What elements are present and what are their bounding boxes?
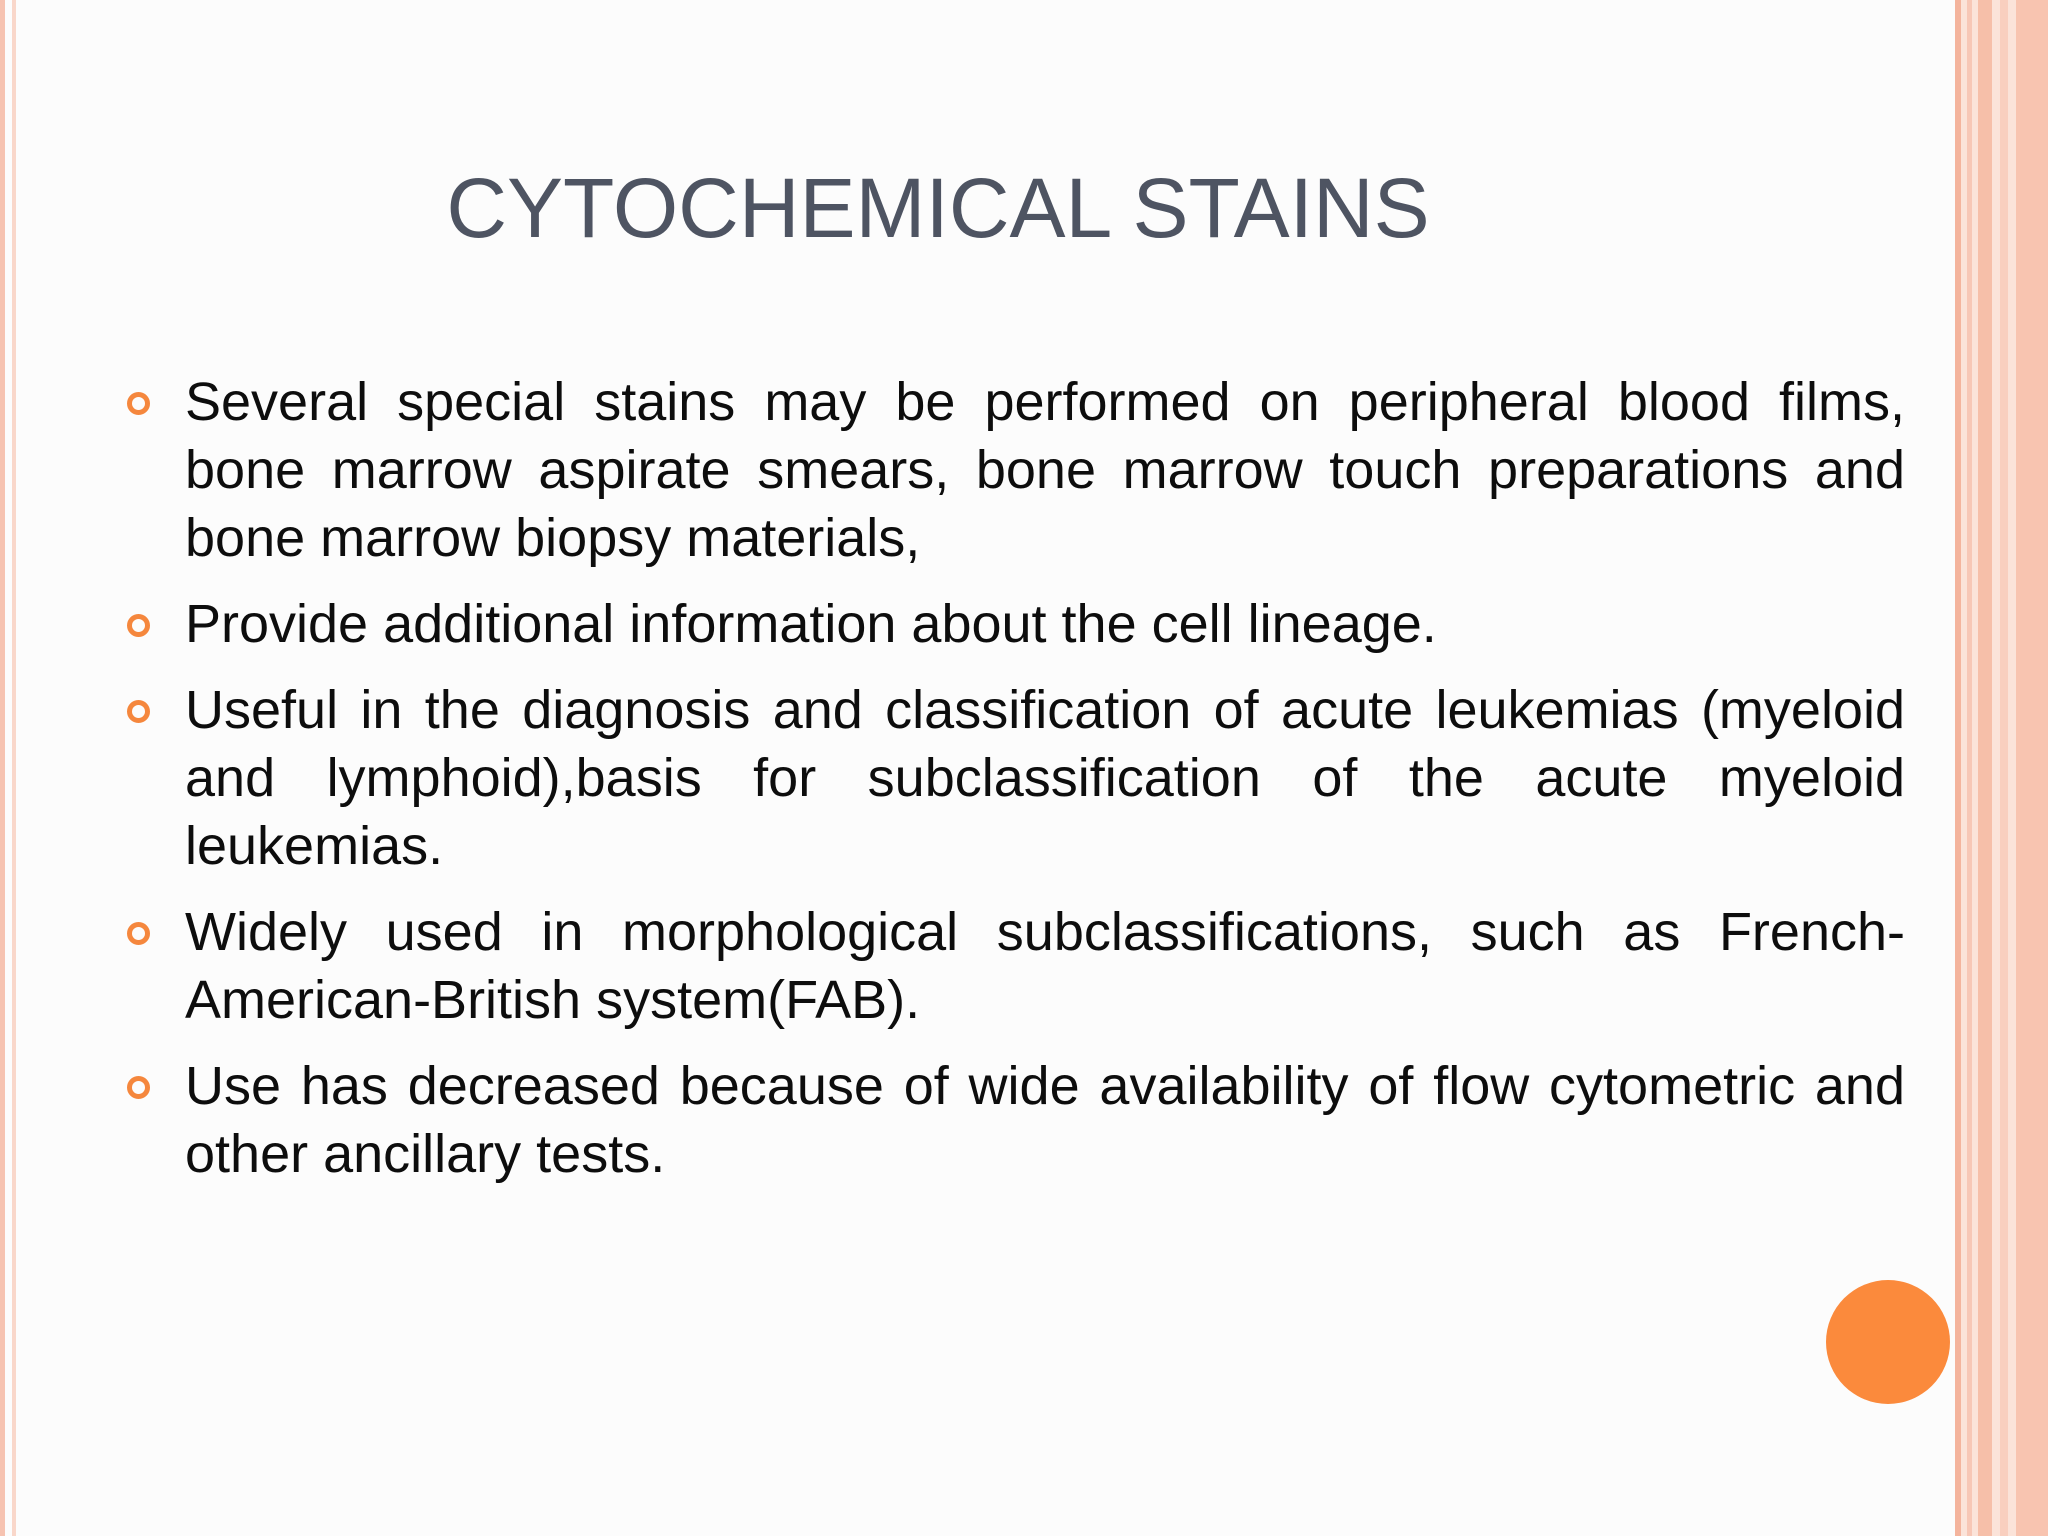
- bullet-item: [125, 898, 1905, 1034]
- right-stripe: [2000, 0, 2008, 1536]
- hollow-circle-bullet-icon: [127, 614, 150, 637]
- hollow-circle-bullet-icon: [127, 700, 150, 723]
- bullet-item: [125, 590, 1905, 658]
- bullet-item: [125, 368, 1905, 572]
- hollow-circle-bullet-icon: [127, 392, 150, 415]
- bullet-text: Use has decreased because of wide availability of flow cytometric and other ancillary tests.: [185, 1056, 1905, 1184]
- right-stripe: [1978, 0, 1992, 1536]
- right-stripe: [1955, 0, 1961, 1536]
- bullet-text: Widely used in morphological subclassifications, such as French-American-British system(FAB).: [185, 902, 1905, 1030]
- hollow-circle-bullet-icon: [127, 1076, 150, 1099]
- bullet-item: [125, 1052, 1905, 1188]
- hollow-circle-bullet-icon: [127, 922, 150, 945]
- bullet-item: [125, 676, 1905, 880]
- bullet-list: [125, 368, 1905, 1206]
- orange-circle-icon: [1826, 1280, 1950, 1404]
- right-stripe: [1967, 0, 1972, 1536]
- bullet-text: Provide additional information about the cell lineage.: [185, 594, 1437, 654]
- slide-title: CYTOCHEMICAL STAINS: [446, 161, 1430, 255]
- right-stripe: [2016, 0, 2048, 1536]
- bullet-text: Useful in the diagnosis and classification of acute leukemias (myeloid and lymphoid),basis for subclassification of the acute myeloid leukemias.: [185, 680, 1905, 876]
- bullet-text: Several special stains may be performed on peripheral blood films, bone marrow aspirate smears, bone marrow touch preparations and bone marrow biopsy materials,: [185, 372, 1905, 568]
